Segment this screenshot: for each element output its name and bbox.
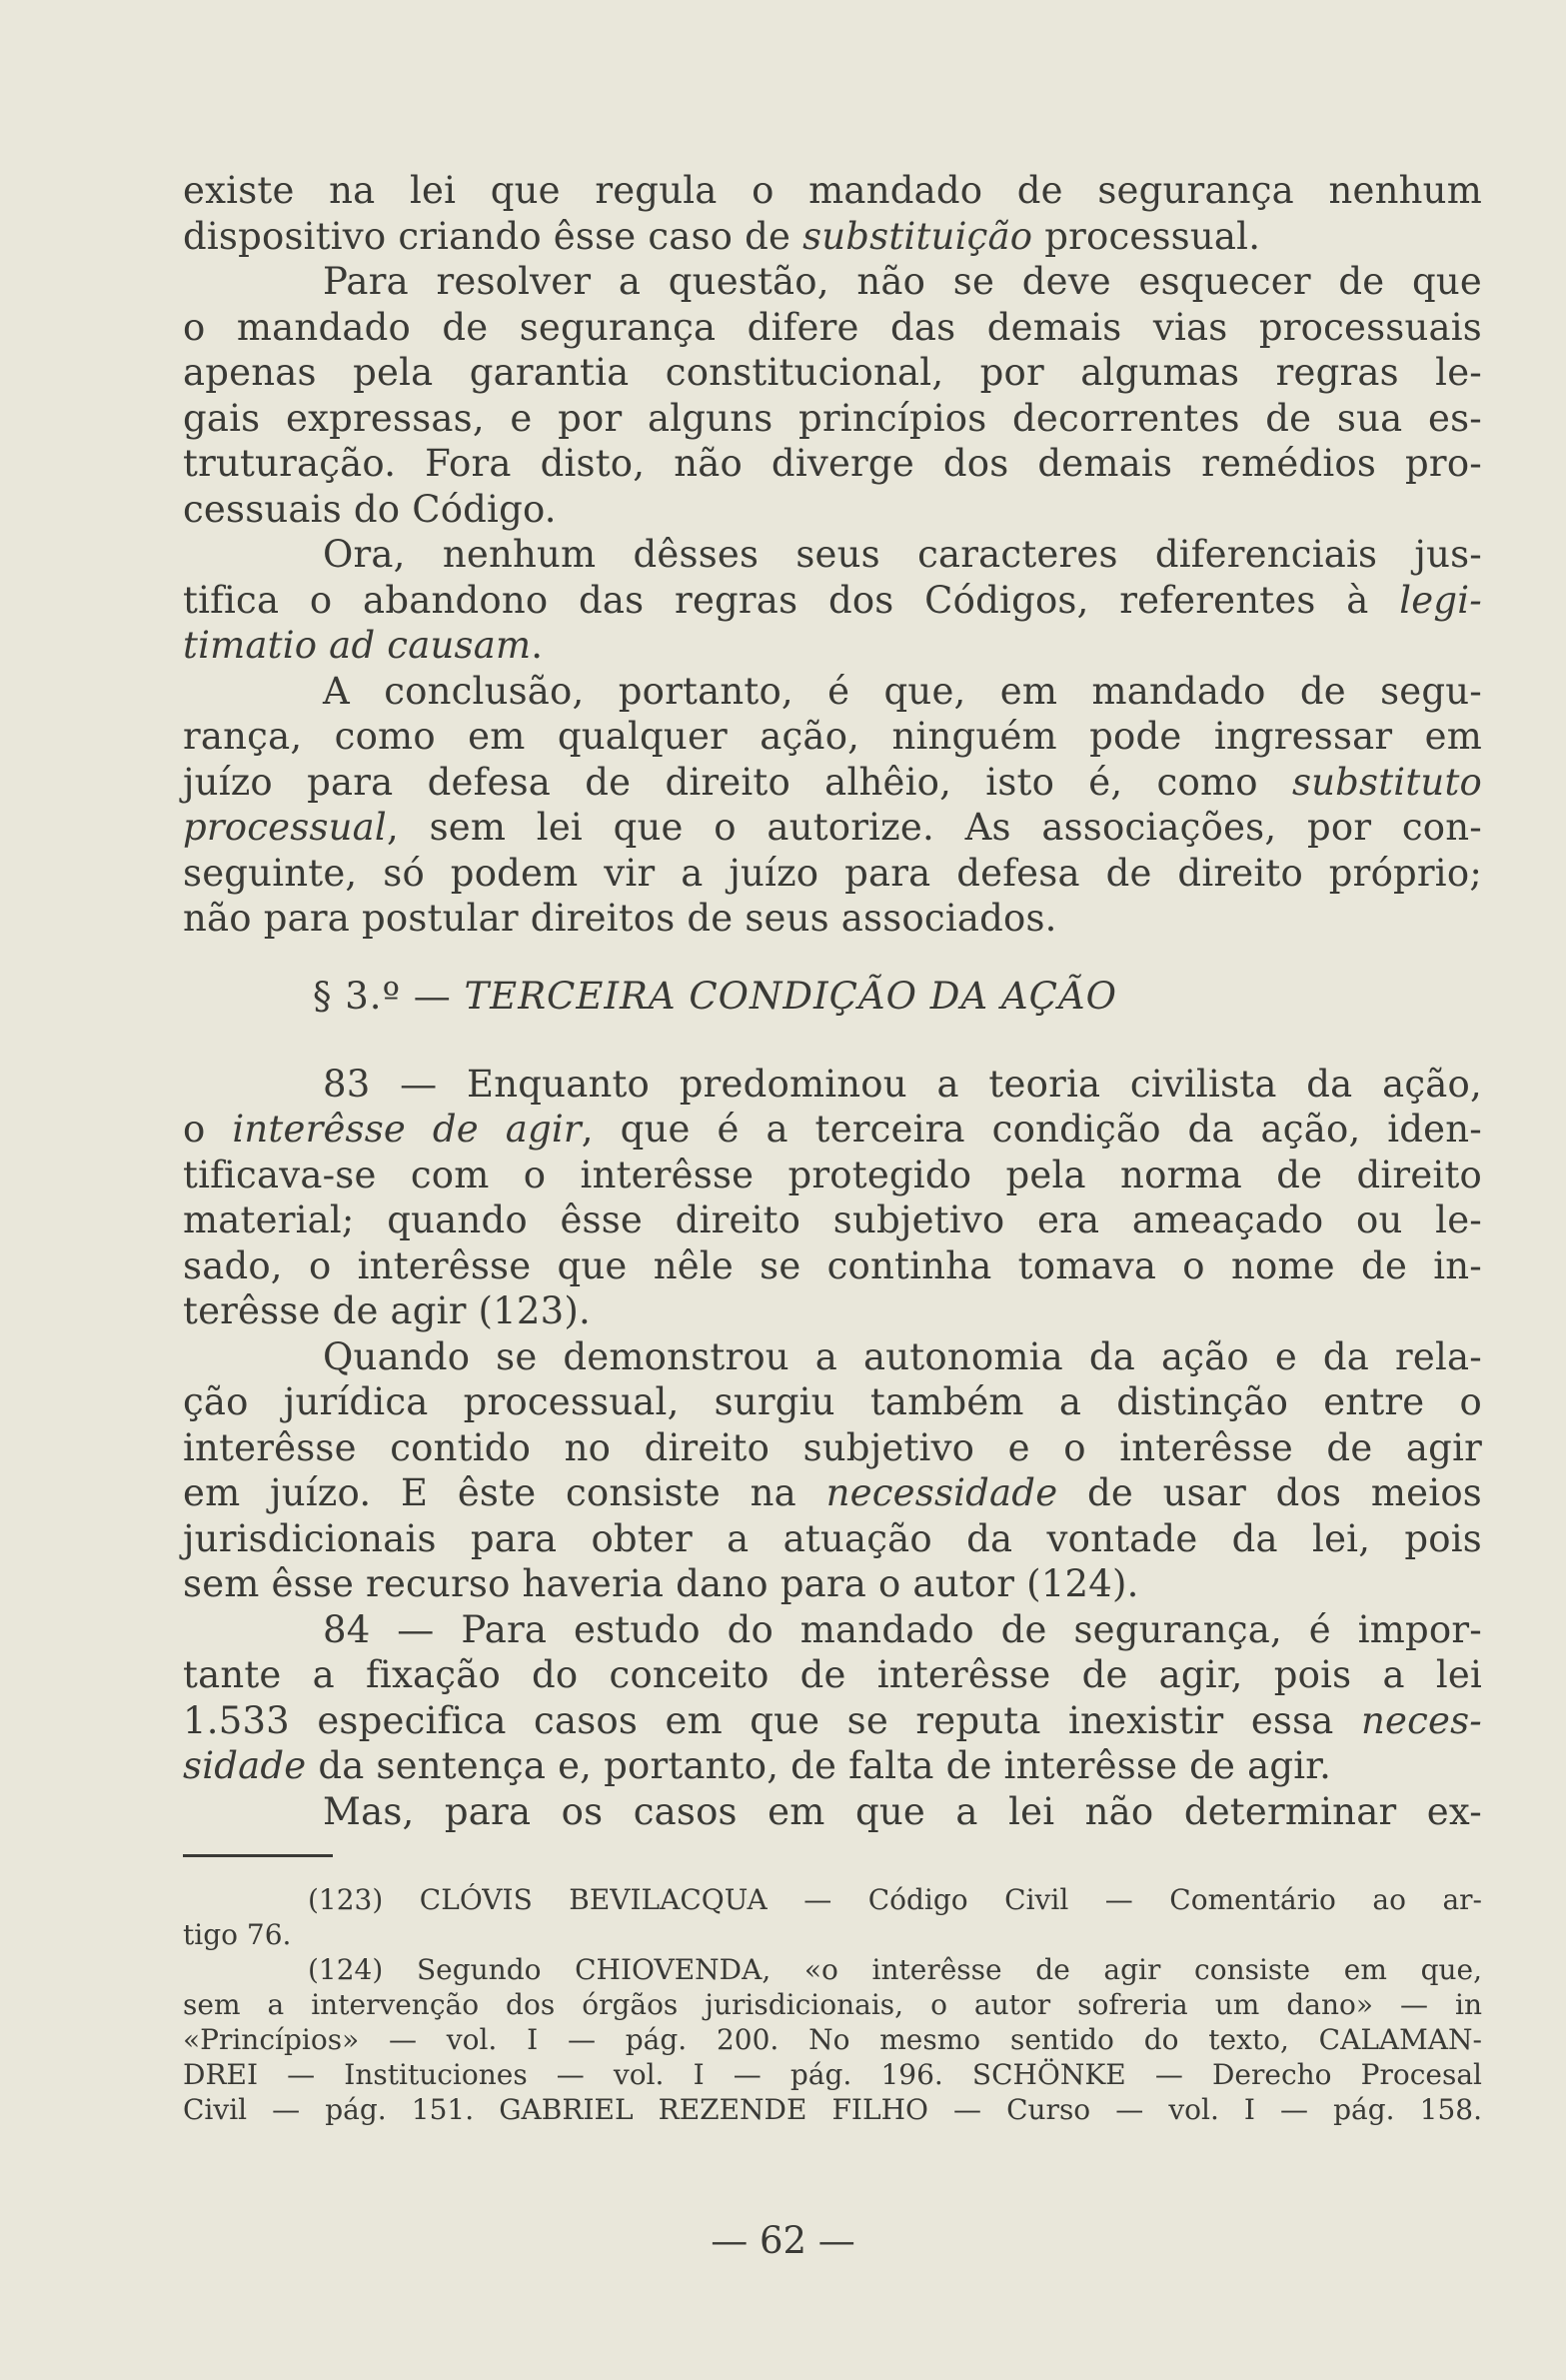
text-line: cessuais do Código. xyxy=(183,487,557,531)
text-line: truturação. Fora disto, não diverge dos demais remédios pro- xyxy=(183,442,1482,485)
text-line: Para resolver a questão, não se deve esquecer de que xyxy=(323,260,1482,303)
text-line: rança, como em qualquer ação, ninguém pode ingressar em xyxy=(183,715,1482,758)
text-line xyxy=(183,623,1482,669)
footnote-line: Civil — pág. 151. GABRIEL REZENDE FILHO — Curso — vol. I — pág. 158. xyxy=(183,2093,1482,2126)
text-span: . xyxy=(531,624,544,667)
page-number: — 62 — xyxy=(711,2219,855,2262)
text-line: apenas pela garantia constitucional, por algumas regras le- xyxy=(183,351,1482,394)
italic-term: substituição xyxy=(802,214,1033,258)
text-line: Quando se demonstrou a autonomia da ação e da rela- xyxy=(323,1334,1482,1378)
text-span: dispositivo criando êsse caso de xyxy=(183,214,803,258)
text-span: da sentença e, portanto, de falta de interêsse de agir. xyxy=(306,1744,1332,1787)
footnote-divider xyxy=(183,1854,333,1857)
footnote-line: (123) CLÓVIS BEVILACQUA — Código Civil — Comentário ao ar- xyxy=(308,1883,1482,1916)
paragraph-6 xyxy=(183,1334,1482,1607)
text-span: , sem lei que o autorize. As associações, por con- xyxy=(386,806,1482,849)
text-line: 84 — Para estudo do mandado de segurança, é impor- xyxy=(323,1607,1482,1651)
text-line: jurisdicionais para obter a atuação da vontade da lei, pois xyxy=(183,1516,1482,1560)
section-number: § 3.º — xyxy=(313,974,452,1018)
paragraph-4 xyxy=(183,669,1482,942)
paragraph-83 xyxy=(183,1062,1482,1334)
text-line xyxy=(183,805,1482,851)
italic-term: timatio ad causam xyxy=(183,624,532,667)
text-line xyxy=(183,1470,1482,1516)
footnote-line: «Princípios» — vol. I — pág. 200. No mesmo sentido do texto, CALAMAN- xyxy=(183,2023,1482,2056)
text-span: tifica o abandono das regras dos Códigos, referentes à xyxy=(183,578,1400,622)
italic-term: neces- xyxy=(1360,1698,1482,1742)
footnote-123 xyxy=(183,1882,1482,1952)
text-span: em juízo. E êste consiste na xyxy=(183,1471,826,1514)
footnote-line: (124) Segundo CHIOVENDA, «o interêsse de agir consiste em que, xyxy=(308,1953,1482,1986)
text-line: terêsse de agir (123). xyxy=(183,1289,592,1332)
paragraph-84 xyxy=(183,1607,1482,1789)
footnote-line: tigo 76. xyxy=(183,1918,292,1951)
text-line: material; quando êsse direito subjetivo era ameaçado ou le- xyxy=(183,1198,1482,1241)
text-line: Mas, para os casos em que a lei não determinar ex- xyxy=(323,1789,1482,1833)
text-line: o mandado de segurança difere das demais vias processuais xyxy=(183,305,1482,349)
paragraph-8 xyxy=(183,1789,1482,1835)
text-line xyxy=(183,1698,1482,1744)
text-line: não para postular direitos de seus associados. xyxy=(183,897,1057,940)
italic-term: processual xyxy=(183,806,387,849)
text-span: 1.533 especifica casos em que se reputa inexistir essa xyxy=(183,1698,1361,1742)
text-line: tificava-se com o interêsse protegido pela norma de direito xyxy=(183,1153,1482,1196)
text-line: sem êsse recurso haveria dano para o autor (124). xyxy=(183,1562,1139,1605)
text-line: sado, o interêsse que nêle se continha tomava o nome de in- xyxy=(183,1243,1482,1287)
text-line: interêsse contido no direito subjetivo e o interêsse de agir xyxy=(183,1425,1482,1469)
text-line: tante a fixação do conceito de interêsse de agir, pois a lei xyxy=(183,1653,1482,1696)
footnote-124 xyxy=(183,1952,1482,2127)
text-span: , que é a terceira condição da ação, iden- xyxy=(581,1108,1483,1151)
page-body xyxy=(183,168,1482,2127)
text-line: gais expressas, e por alguns princípios decorrentes de sua es- xyxy=(183,396,1482,440)
text-span: o xyxy=(183,1108,233,1151)
paragraph-2 xyxy=(183,259,1482,532)
text-line xyxy=(183,214,1482,260)
text-line xyxy=(183,1743,1482,1789)
text-line: Ora, nenhum dêsses seus caracteres diferenciais jus- xyxy=(323,533,1482,576)
footnote-line: sem a intervenção dos órgãos jurisdicionais, o autor sofreria um dano» — in xyxy=(183,1988,1482,2021)
text-line: ção jurídica processual, surgiu também a distinção entre o xyxy=(183,1380,1482,1423)
text-line: 83 — Enquanto predominou a teoria civilista da ação, xyxy=(323,1062,1482,1106)
text-line: existe na lei que regula o mandado de segurança nenhum xyxy=(183,169,1482,212)
text-line xyxy=(183,760,1482,806)
italic-term: sidade xyxy=(183,1744,307,1787)
section-heading xyxy=(183,972,1482,1022)
italic-term: legi- xyxy=(1399,578,1482,622)
paragraph-3 xyxy=(183,532,1482,669)
footnote-line: DREI — Instituciones — vol. I — pág. 196. SCHÖNKE — Derecho Procesal xyxy=(183,2058,1482,2091)
paragraph-1 xyxy=(183,168,1482,259)
section-title: TERCEIRA CONDIÇÃO DA AÇÃO xyxy=(464,974,1117,1018)
text-span: processual. xyxy=(1032,214,1261,258)
text-line: A conclusão, portanto, é que, em mandado de segu- xyxy=(323,669,1482,713)
italic-term: interêsse de agir xyxy=(232,1108,582,1151)
text-line: seguinte, só podem vir a juízo para defesa de direito próprio; xyxy=(183,851,1482,895)
text-line xyxy=(183,1107,1482,1153)
text-line xyxy=(183,578,1482,624)
italic-term: necessidade xyxy=(825,1471,1058,1514)
text-span: de usar dos meios xyxy=(1057,1471,1482,1514)
italic-term: substituto xyxy=(1291,760,1482,804)
text-span: juízo para defesa de direito alhêio, isto é, como xyxy=(183,760,1292,804)
